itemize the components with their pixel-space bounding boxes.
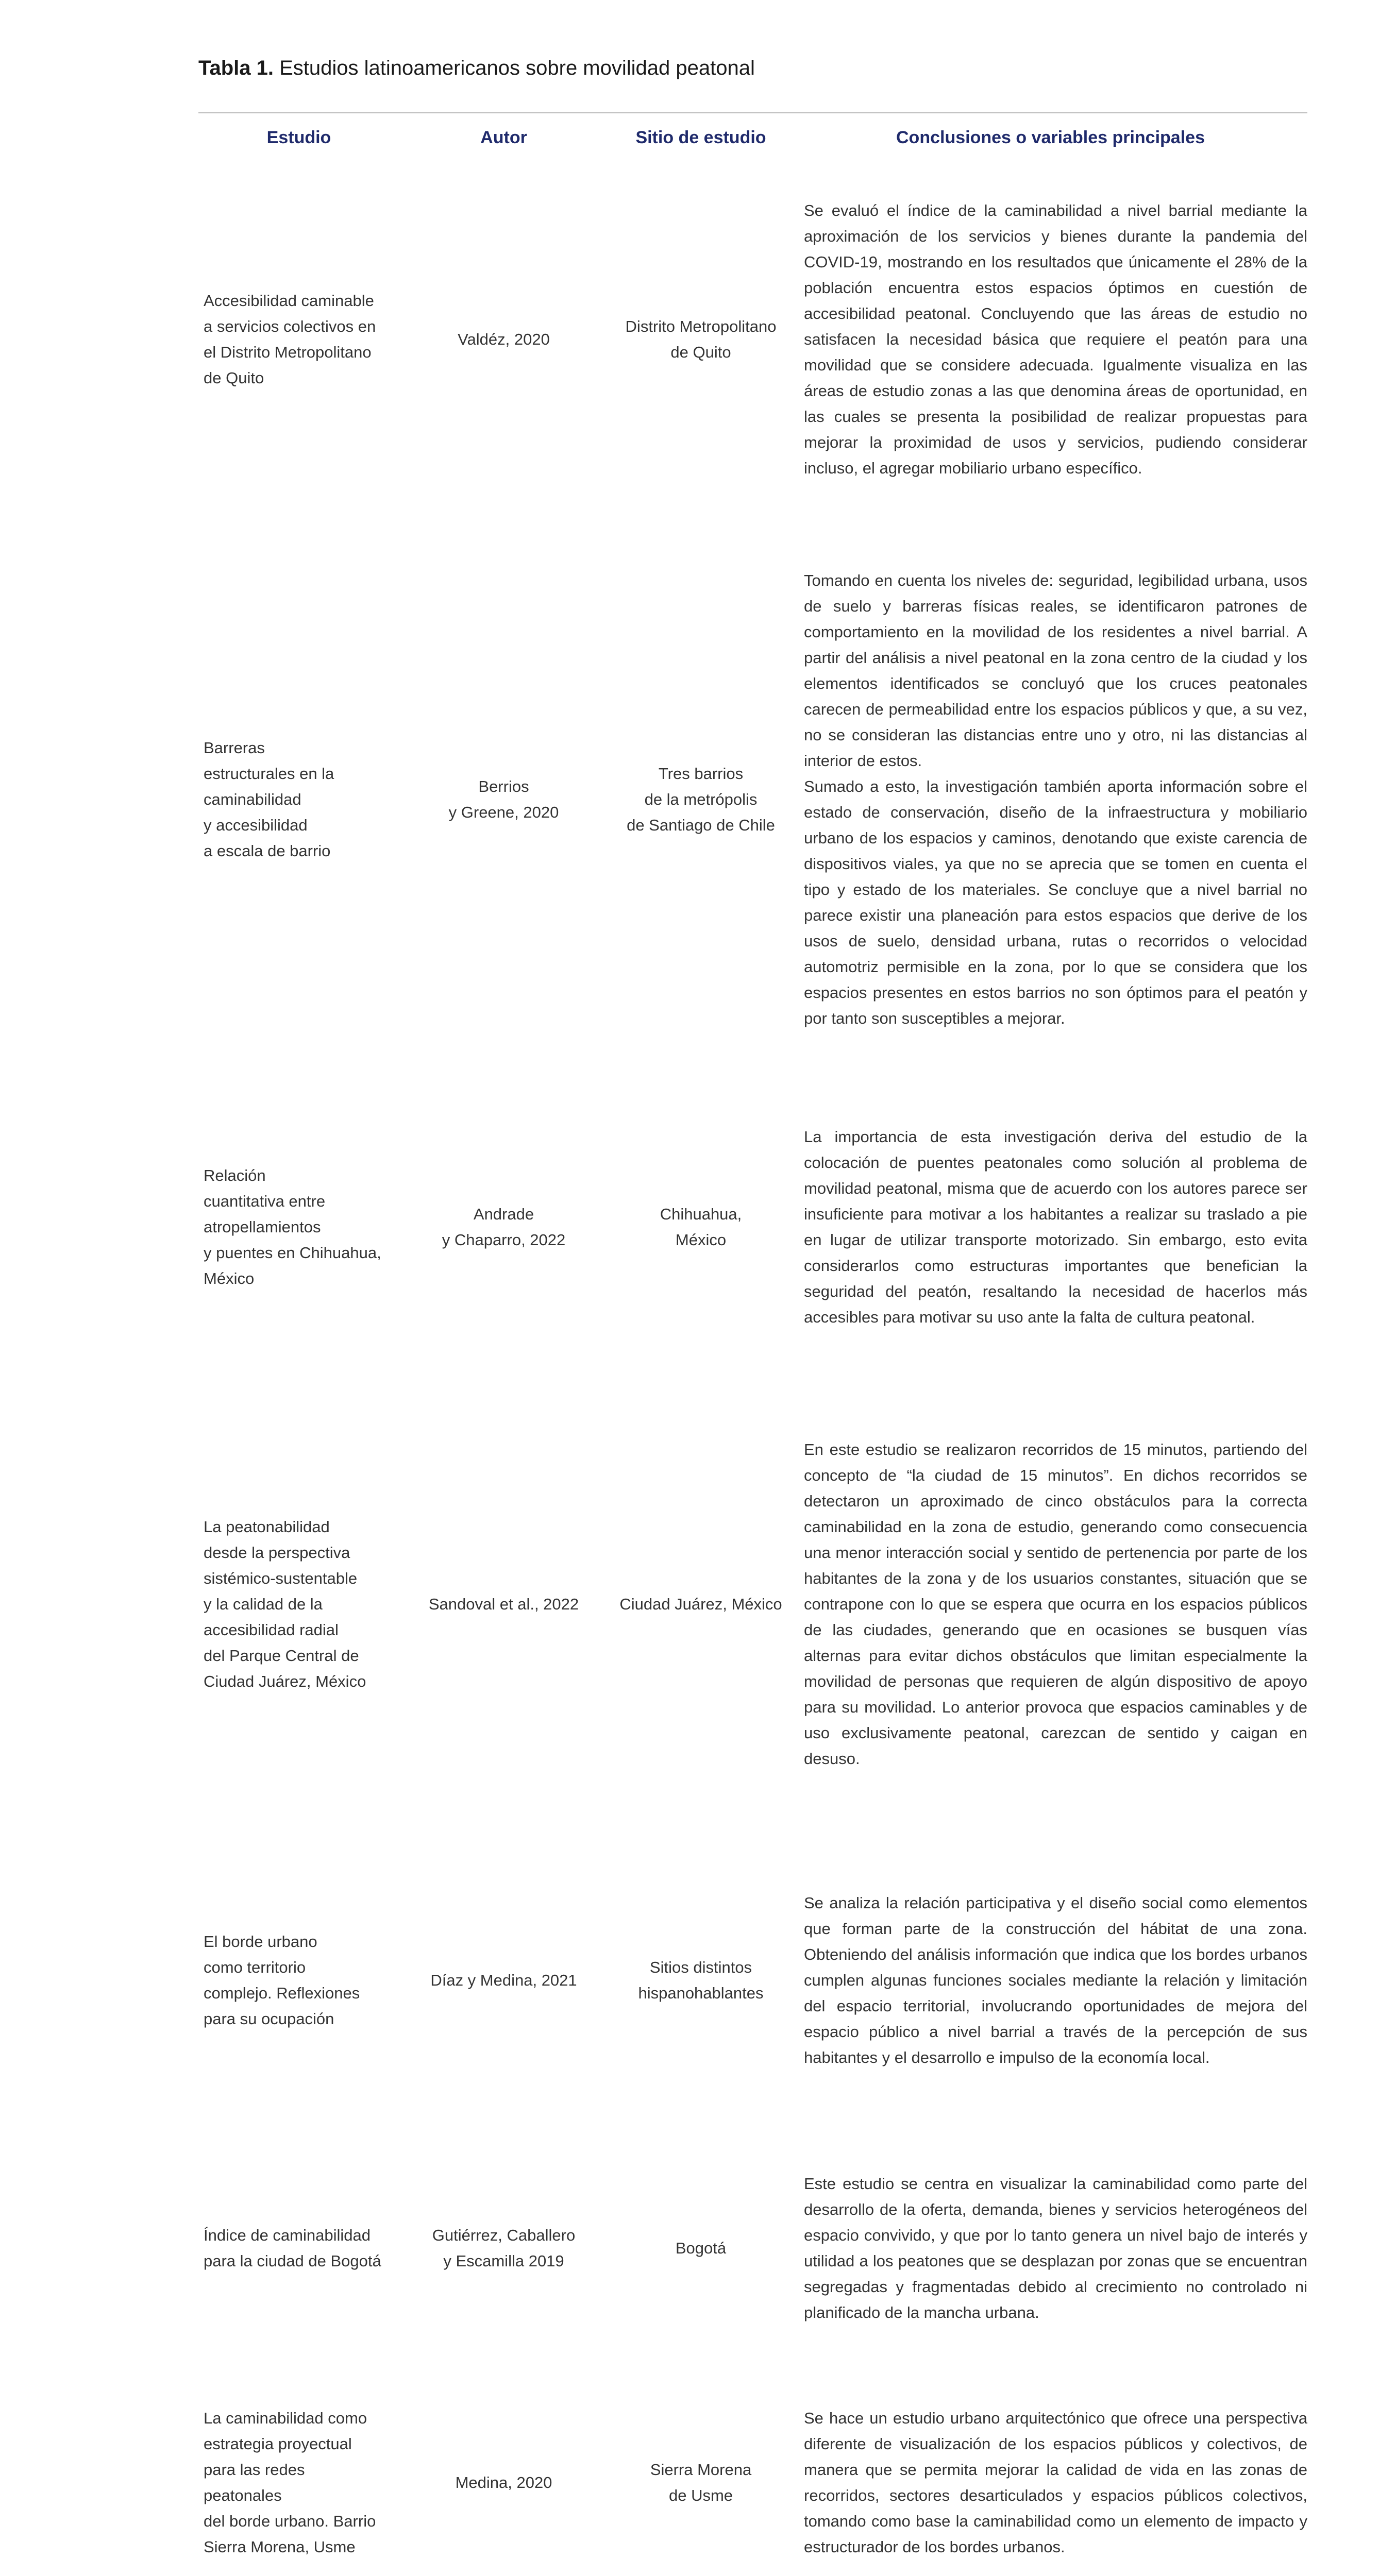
table-row: [198, 1836, 1307, 2125]
table-row: [198, 1081, 1307, 1372]
table-row: [198, 162, 1307, 517]
table-row: [198, 2125, 1307, 2372]
cell-autor: [399, 1081, 608, 1372]
cell-sitio-text: Sierra Morena de Usme: [650, 2461, 752, 2504]
cell-sitio-text: Chihuahua, México: [660, 1205, 742, 1249]
cell-estudio-text: La caminabilidad como estrategia proyectual para las redes peatonales del borde urbano. Barrio Sierra Morena, Usme: [204, 2409, 376, 2556]
header-estudio: Estudio: [198, 113, 399, 162]
cell-sitio: [608, 162, 794, 517]
studies-table: [198, 112, 1307, 2576]
cell-autor: [399, 162, 608, 517]
cell-conclusiones: [794, 1836, 1307, 2125]
conclusion-paragraph: Se hace un estudio urbano arquitectónico que ofrece una perspectiva diferente de visualización de los espacios públicos y colectivos, de manera que se permita mejorar la calidad de vida en las zonas de recorridos, sectores desarticulados y espacios públicos colectivos, tomando como base la caminabilidad como un elemento de impacto y estructurador de los bordes urbanos.: [804, 2409, 1307, 2556]
cell-estudio: [198, 2125, 399, 2372]
cell-sitio: [608, 1372, 794, 1836]
cell-estudio-text: Relación cuantitativa entre atropellamientos y puentes en Chihuahua, México: [204, 1166, 381, 1287]
cell-estudio-text: Índice de caminabilidad para la ciudad de Bogotá: [204, 2226, 381, 2270]
table-header-row: [198, 113, 1307, 162]
cell-conclusiones: [794, 1372, 1307, 1836]
table-row: [198, 2372, 1307, 2576]
table-row: [198, 517, 1307, 1081]
cell-autor-text: Andrade y Chaparro, 2022: [442, 1205, 566, 1249]
cell-conclusiones: [794, 1081, 1307, 1372]
cell-estudio-text: Accesibilidad caminable a servicios colectivos en el Distrito Metropolitano de Quito: [204, 292, 376, 387]
header-sitio: Sitio de estudio: [608, 113, 794, 162]
cell-sitio: [608, 517, 794, 1081]
cell-autor-text: Gutiérrez, Caballero y Escamilla 2019: [432, 2226, 576, 2270]
cell-sitio: [608, 1836, 794, 2125]
header-autor: Autor: [399, 113, 608, 162]
conclusion-paragraph: La importancia de esta investigación deriva del estudio de la colocación de puentes peatonales como solución al problema de movilidad peatonal, misma que de acuerdo con los autores parece ser insuficiente para motivar a los habitantes a realizar su traslado a pie en lugar de utilizar transporte motorizado. Sin embargo, esto evita considerarlos como estructuras importantes que benefician la seguridad del peatón, resaltando la necesidad de hacerlos más accesibles para motivar su uso ante la falta de cultura peatonal.: [804, 1127, 1307, 1326]
cell-estudio: [198, 1081, 399, 1372]
header-conclusiones: Conclusiones o variables principales: [794, 113, 1307, 162]
cell-autor-text: Valdéz, 2020: [458, 330, 550, 348]
caption-label: Tabla 1.: [198, 57, 274, 79]
cell-estudio-text: Barreras estructurales en la caminabilidad y accesibilidad a escala de barrio: [204, 738, 334, 860]
conclusion-paragraph: Se analiza la relación participativa y el diseño social como elementos que forman parte de la construcción del hábitat de una zona. Obteniendo del análisis información que indica que los bordes urbanos cumplen algunas funciones sociales mediante la relación y limitación del espacio territorial, involucrando oportunidades de mejora del espacio público a nivel barrial a través de la percepción de sus habitantes y el desarrollo e impulso de la economía local.: [804, 1894, 1307, 2066]
cell-sitio: [608, 2372, 794, 2576]
conclusion-paragraph: Tomando en cuenta los niveles de: seguridad, legibilidad urbana, usos de suelo y barreras físicas reales, se identificaron patrones de comportamiento en la movilidad de los residentes a nivel barrial. A partir del análisis a nivel peatonal en la zona centro de la ciudad y los elementos identificados se concluyó que los cruces peatonales carecen de permeabilidad entre los espacios públicos y que, a su vez, no se consideran las distancias entre uno y otro, ni las distancias al interior de estos.: [804, 571, 1307, 770]
conclusion-paragraph: Este estudio se centra en visualizar la caminabilidad como parte del desarrollo de la oferta, demanda, bienes y servicios heterogéneos del espacio convivido, y que por lo tanto genera un nivel bajo de interés y utilidad a los peatones que se desplazan por zonas que se encuentran segregadas y fragmentadas debido al crecimiento no controlado ni planificado de la mancha urbana.: [804, 2175, 1307, 2321]
cell-conclusiones: [794, 2125, 1307, 2372]
cell-conclusiones: [794, 517, 1307, 1081]
cell-conclusiones: [794, 2372, 1307, 2576]
cell-autor: [399, 1836, 608, 2125]
cell-autor: [399, 1372, 608, 1836]
conclusion-paragraph: En este estudio se realizaron recorridos de 15 minutos, partiendo del concepto de “la ciudad de 15 minutos”. En dichos recorridos se detectaron un aproximado de cinco obstáculos para la correcta caminabilidad en la zona de estudio, generando como consecuencia una menor interacción social y sentido de pertenencia por parte de los habitantes de la zona y de los usuarios constantes, situación que se contrapone con lo que se espera que ocurra en los espacios públicos de las ciudades, generando que en ocasiones se busquen vías alternas para evitar dichos obstáculos que limitan especialmente la movilidad de personas que requieren de algún dispositivo de apoyo para su movilidad. Lo anterior provoca que espacios caminables y de uso exclusivamente peatonal, carezcan de sentido y caigan en desuso.: [804, 1440, 1307, 1768]
cell-autor-text: Díaz y Medina, 2021: [430, 1971, 577, 1989]
cell-estudio-text: El borde urbano como territorio complejo. Reflexiones para su ocupación: [204, 1933, 360, 2028]
cell-conclusiones: [794, 162, 1307, 517]
cell-sitio-text: Sitios distintos hispanohablantes: [638, 1958, 764, 2002]
cell-sitio-text: Distrito Metropolitano de Quito: [625, 317, 777, 361]
table-row: [198, 1372, 1307, 1836]
caption-title: Estudios latinoamericanos sobre movilidad peatonal: [279, 57, 755, 79]
cell-sitio-text: Tres barrios de la metrópolis de Santiago de Chile: [627, 764, 775, 834]
cell-autor: [399, 2372, 608, 2576]
cell-sitio-text: Ciudad Juárez, México: [619, 1595, 782, 1613]
cell-estudio: [198, 1372, 399, 1836]
cell-autor-text: Berrios y Greene, 2020: [448, 777, 559, 821]
cell-estudio: [198, 2372, 399, 2576]
cell-autor: [399, 517, 608, 1081]
conclusion-paragraph: Sumado a esto, la investigación también aporta información sobre el estado de conservación, diseño de la infraestructura y mobiliario urbano de los espacios y caminos, denotando que existe carencia de dispositivos viales, ya que no se aprecia que se tomen en cuenta el tipo y estado de los materiales. Se concluye que a nivel barrial no parece existir una planeación para estos espacios que derive de los usos de suelo, densidad urbana, rutas o recorridos o velocidad automotriz permisible en la zona, por lo que se considera que los espacios presentes en estos barrios no son óptimos para el peatón y por tanto son susceptibles a mejorar.: [804, 777, 1307, 1027]
cell-sitio: [608, 2125, 794, 2372]
cell-estudio-text: La peatonabilidad desde la perspectiva sistémico-sustentable y la calidad de la accesibilidad radial del Parque Central de Ciudad Juárez, México: [204, 1518, 366, 1690]
cell-autor-text: Sandoval et al., 2022: [428, 1595, 579, 1613]
cell-estudio: [198, 162, 399, 517]
conclusion-paragraph: Se evaluó el índice de la caminabilidad a nivel barrial mediante la aproximación de los servicios y bienes durante la pandemia del COVID-19, mostrando en los resultados que únicamente el 28% de la población encuentra estos espacios óptimos en cuestión de accesibilidad peatonal. Concluyendo que las áreas de estudio no satisfacen la necesidad básica que requiere el peatón para una movilidad que se considere adecuada. Igualmente visualiza en las áreas de estudio zonas a las que denomina áreas de oportunidad, en las cuales se presenta la posibilidad de realizar propuestas para mejorar la proximidad de usos y servicios, pudiendo considerar incluso, el agregar mobiliario urbano específico.: [804, 201, 1307, 477]
table-body: [198, 162, 1307, 2576]
cell-autor-text: Medina, 2020: [455, 2473, 552, 2492]
cell-sitio: [608, 1081, 794, 1372]
cell-estudio: [198, 1836, 399, 2125]
table-caption: [198, 57, 755, 80]
cell-sitio-text: Bogotá: [675, 2239, 727, 2257]
cell-estudio: [198, 517, 399, 1081]
cell-autor: [399, 2125, 608, 2372]
